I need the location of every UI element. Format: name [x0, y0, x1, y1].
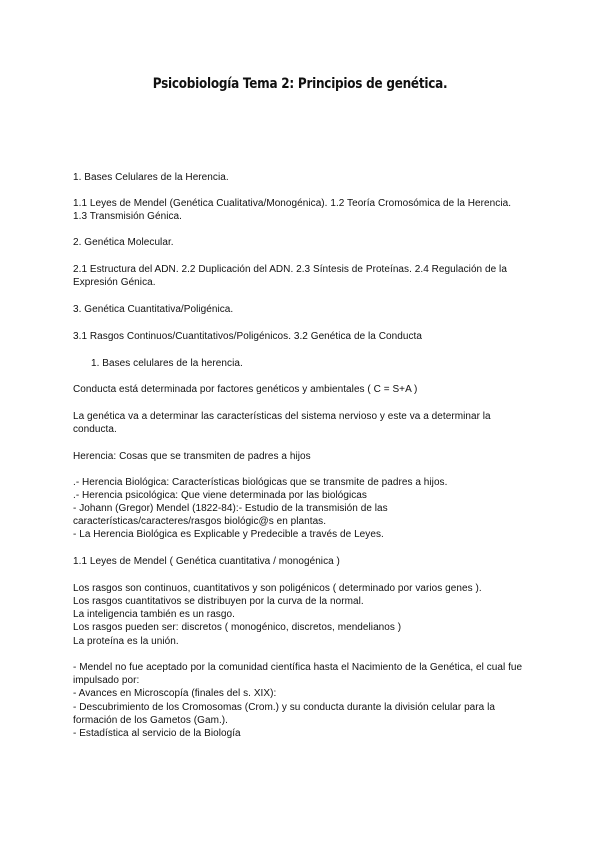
section-heading: 1.1 Leyes de Mendel ( Genética cuantitativa / monogénica ) [73, 556, 340, 567]
text-line: - Descubrimiento de los Cromosomas (Crom.) y su conducta durante la división celular para la [73, 702, 495, 713]
text-line: - La Herencia Biológica es Explicable y Predecible a través de Leyes. [73, 529, 384, 540]
text-line: Conducta está determinada por factores genéticos y ambientales ( C = S+A ) [73, 384, 418, 395]
text-line: - Estadística al servicio de la Biología [73, 728, 241, 739]
section-heading: 1. Bases celulares de la herencia. [91, 358, 243, 369]
text-line: La genética va a determinar las características del sistema nervioso y este va a determinar la [73, 411, 491, 422]
text-line: características/caracteres/rasgos biológic@s en plantas. [73, 516, 327, 527]
text-line: - Mendel no fue aceptado por la comunidad científica hasta el Nacimiento de la Genética, el cual fue [73, 662, 523, 673]
text-line: - Johann (Gregor) Mendel (1822-84):- Estudio de la transmisión de las [73, 503, 388, 514]
text-line: Herencia: Cosas que se transmiten de padres a hijos [73, 451, 311, 462]
text-line: Expresión Génica. [73, 277, 156, 288]
text-line: 3.1 Rasgos Continuos/Cuantitativos/Poligénicos. 3.2 Genética de la Conducta [73, 331, 422, 342]
text-line: formación de los Gametos (Gam.). [73, 715, 228, 726]
text-line: .- Herencia Biológica: Características biológicas que se transmite de padres a hijos. [73, 477, 448, 488]
text-line: La proteína es la unión. [73, 636, 179, 647]
document-title: Psicobiología Tema 2: Principios de genética. [152, 76, 448, 92]
text-line: 1.3 Transmisión Génica. [73, 211, 182, 222]
text-line: Los rasgos pueden ser: discretos ( monogénico, discretos, mendelianos ) [73, 622, 402, 633]
text-line: conducta. [73, 424, 117, 435]
text-line: 3. Genética Cuantitativa/Poligénica. [73, 304, 234, 315]
text-line: 1. Bases Celulares de la Herencia. [73, 172, 229, 183]
text-line: Los rasgos son continuos, cuantitativos y son poligénicos ( determinado por varios genes ). [73, 583, 482, 594]
text-line: Los rasgos cuantitativos se distribuyen por la curva de la normal. [73, 596, 364, 607]
text-line: La inteligencia también es un rasgo. [73, 609, 235, 620]
text-line: 2.1 Estructura del ADN. 2.2 Duplicación del ADN. 2.3 Síntesis de Proteínas. 2.4 Regulación de la [73, 264, 507, 275]
text-line: impulsado por: [73, 675, 140, 686]
text-line: 1.1 Leyes de Mendel (Genética Cualitativa/Monogénica). 1.2 Teoría Cromosómica de la Herencia. [73, 198, 512, 209]
text-line: 2. Genética Molecular. [73, 237, 174, 248]
text-line: - Avances en Microscopía (finales del s. XIX): [73, 688, 277, 699]
text-line: .- Herencia psicológica: Que viene determinada por las biológicas [73, 490, 367, 501]
